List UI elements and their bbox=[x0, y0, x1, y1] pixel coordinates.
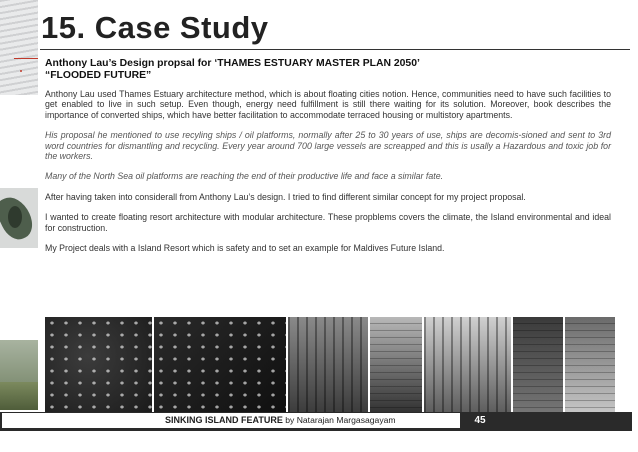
photo-strip bbox=[45, 317, 611, 415]
footer-credit bbox=[165, 414, 396, 427]
case-study-heading: Anthony Lau’s Design propsal for ‘THAMES ESTUARY MASTER PLAN 2050’ bbox=[45, 58, 420, 69]
footer-brand: SINKING ISLAND FEATURE bbox=[165, 415, 283, 425]
map-marker bbox=[20, 70, 22, 72]
model-shape bbox=[8, 206, 22, 228]
left-landscape-image bbox=[0, 340, 38, 410]
tower-structure-image bbox=[370, 317, 422, 415]
floating-modules-aerial-image bbox=[45, 317, 152, 415]
paragraph-platforms: Many of the North Sea oil platforms are reaching the end of their productive life and face a similar fate. bbox=[45, 171, 444, 182]
paragraph-intro: Anthony Lau used Thames Estuary architecture method, which is about floating cities notion. Hence, communities need to have such facilities to get enabled to live in such setup. Even though, energy need fulfillment is still there waiting for its solution. Moreover, book describes the importance of converted ships, which have better facilitation to accommodate terraced housing or multistory apartments. bbox=[45, 89, 611, 120]
paragraph-project: My Project deals with a Island Resort which is safety and to set an example for Maldives Future Island. bbox=[45, 243, 445, 254]
landscape-grass bbox=[0, 382, 38, 410]
content-body bbox=[45, 58, 611, 253]
left-model-image bbox=[0, 188, 38, 248]
map-line bbox=[14, 58, 38, 59]
green-modules-close-image bbox=[565, 317, 615, 415]
left-map-image bbox=[0, 0, 38, 95]
title-divider bbox=[40, 49, 630, 50]
case-study-subheading: “FLOODED FUTURE” bbox=[45, 70, 152, 81]
floating-modules-dark-image bbox=[154, 317, 286, 415]
page-title: 15. Case Study bbox=[41, 10, 269, 45]
green-modules-tower-image bbox=[513, 317, 563, 415]
paragraph-resort: I wanted to create floating resort architecture with modular architecture. These propblems covers the climate, the Island environmental and ideal for construction. bbox=[45, 212, 611, 233]
left-image-strip bbox=[0, 0, 38, 410]
paragraph-concept: After having taken into considerall from Anthony Lau’s design. I tried to find different similar concept for my project proposal. bbox=[45, 191, 526, 202]
page-number: 45 bbox=[474, 415, 486, 426]
industrial-machinery-image bbox=[288, 317, 368, 415]
paragraph-proposal: His proposal he mentioned to use recyling ships / oil platforms, normally after 25 to 30 years of use, ships are decomis-sioned and sent to 3rd word countries for dismantling and recycling. Every year around 700 large vessels are screapped and this is usally a Hazardous and toxic job for the workers. bbox=[45, 130, 611, 162]
footer-byline: by Natarajan Margasagayam bbox=[282, 415, 396, 425]
offshore-platform-image bbox=[424, 317, 511, 415]
